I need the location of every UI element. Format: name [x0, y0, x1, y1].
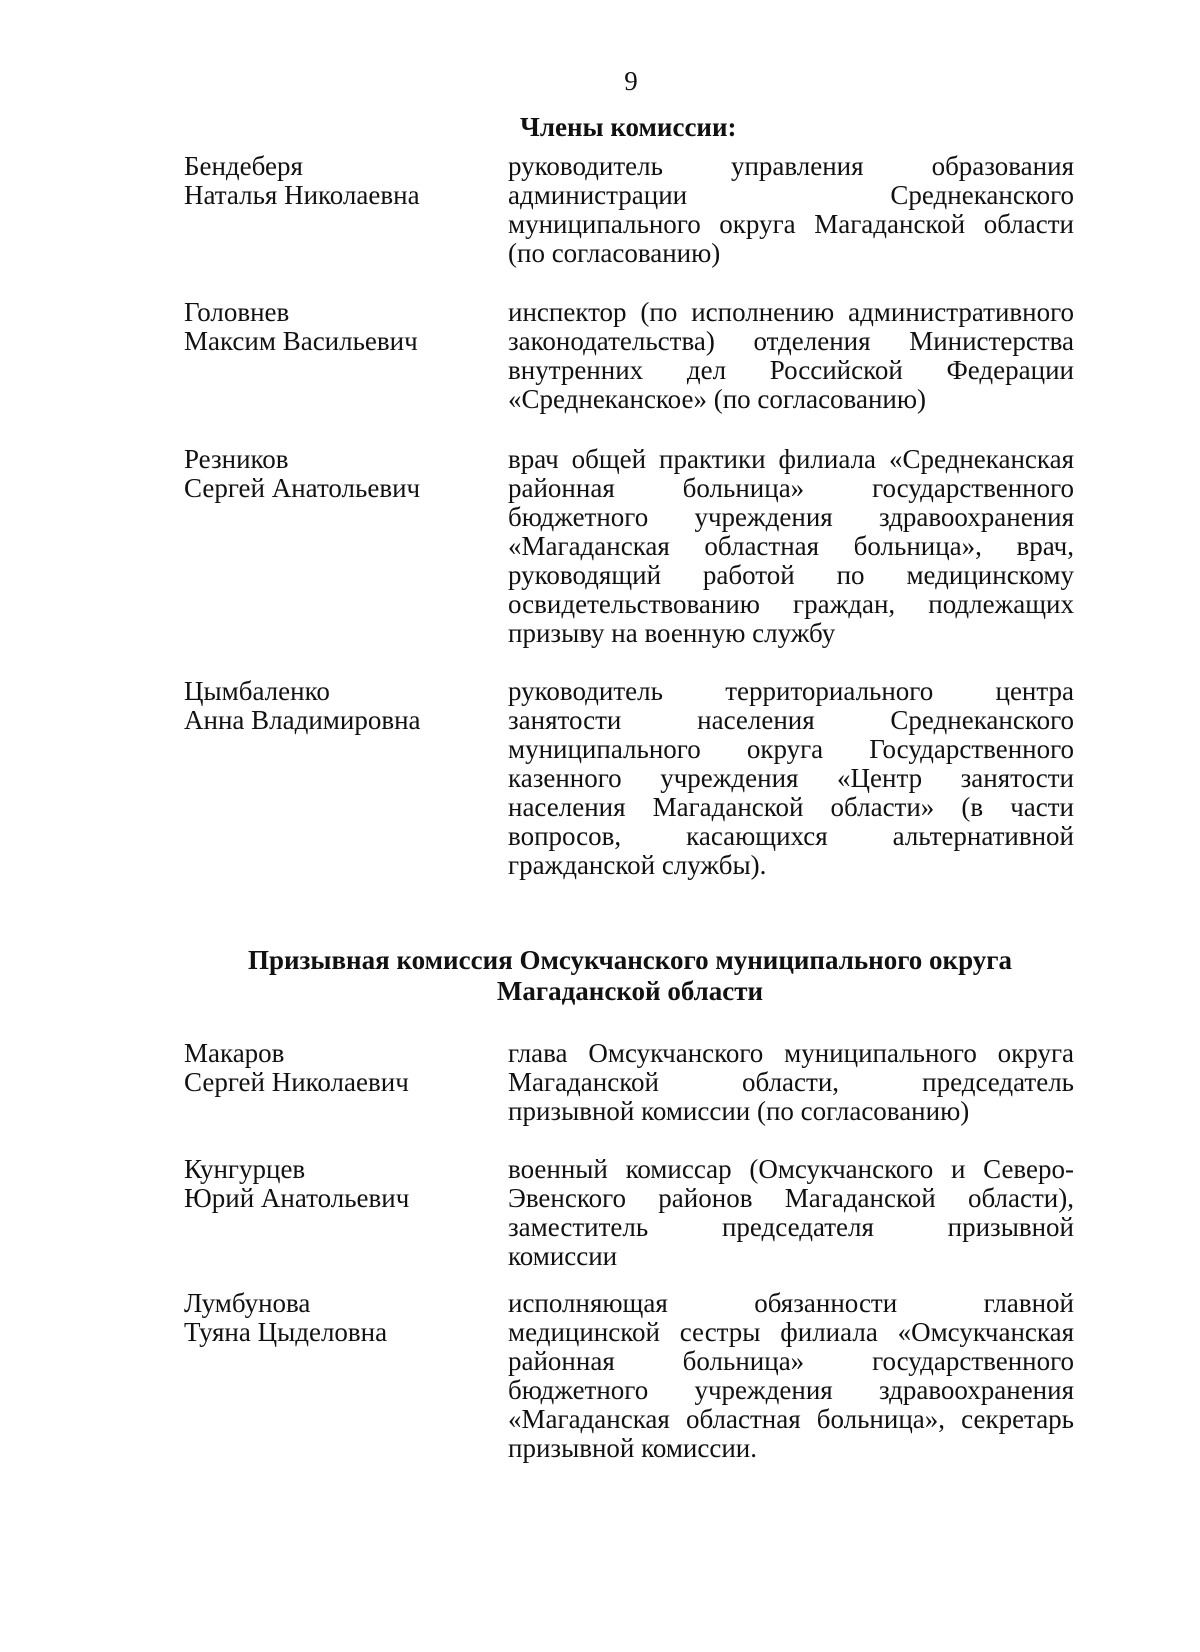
member-given-name: Анна Владимировна	[184, 705, 421, 735]
position-line: призывной комиссии.	[508, 1433, 757, 1463]
position-line: муниципального округа Магаданской области	[508, 209, 1074, 239]
member-surname: Резников	[184, 444, 289, 474]
member-surname: Лумбунова	[184, 1288, 311, 1318]
member-surname: Бендеберя	[184, 151, 303, 181]
member-surname: Цымбаленко	[184, 676, 330, 706]
position-line: Эвенского районов Магаданской области),	[508, 1183, 1074, 1213]
position-line: исполняющая обязанности главной	[508, 1288, 1074, 1318]
position-line: «Магаданская областная больница», врач,	[508, 531, 1074, 561]
position-line: «Среднеканское» (по согласованию)	[508, 384, 926, 414]
member-given-name: Сергей Николаевич	[184, 1067, 409, 1097]
position-line: муниципального округа Государственного	[508, 734, 1074, 764]
member-given-name: Сергей Анатольевич	[184, 473, 421, 503]
position-line: занятости населения Среднеканского	[508, 705, 1074, 735]
position-line: казенного учреждения «Центр занятости	[508, 763, 1074, 793]
position-line: Магаданской области, председатель	[508, 1067, 1074, 1097]
page-number: 9	[624, 66, 638, 96]
member-name	[184, 152, 484, 210]
member-name	[184, 677, 484, 735]
position-line: призывной комиссии (по согласованию)	[508, 1096, 970, 1126]
position-line: районная больница» государственного	[508, 1346, 1074, 1376]
member-name	[184, 298, 484, 356]
position-line: бюджетного учреждения здравоохранения	[508, 502, 1074, 532]
position-line: врач общей практики филиала «Среднеканская	[508, 444, 1074, 474]
position-line: (по согласованию)	[508, 238, 721, 268]
member-surname: Кунгурцев	[184, 1154, 306, 1184]
position-line: законодательства) отделения Министерства	[508, 326, 1074, 356]
position-line: заместитель председателя призывной	[508, 1212, 1074, 1242]
member-position	[508, 677, 1074, 880]
member-name	[184, 1155, 484, 1213]
commission-heading	[180, 945, 1080, 1007]
position-line: руководитель территориального центра	[508, 676, 1074, 706]
member-given-name: Максим Васильевич	[184, 326, 418, 356]
position-line: глава Омсукчанского муниципального округа	[508, 1038, 1074, 1068]
position-line: администрации Среднеканского	[508, 180, 1074, 210]
member-name	[184, 445, 484, 503]
position-line: руководящий работой по медицинскому	[508, 560, 1074, 590]
members-heading: Члены комиссии:	[520, 112, 737, 142]
position-line: освидетельствованию граждан, подлежащих	[508, 589, 1074, 619]
member-position	[508, 445, 1074, 648]
member-name	[184, 1289, 484, 1347]
position-line: призыву на военную службу	[508, 618, 836, 648]
position-line: «Магаданская областная больница», секретарь	[508, 1404, 1074, 1434]
position-line: вопросов, касающихся альтернативной	[508, 821, 1074, 851]
member-given-name: Юрий Анатольевич	[184, 1183, 410, 1213]
position-line: медицинской сестры филиала «Омсукчанская	[508, 1317, 1074, 1347]
member-given-name: Туяна Цыделовна	[184, 1317, 388, 1347]
member-position	[508, 152, 1074, 268]
position-line: внутренних дел Российской Федерации	[508, 355, 1074, 385]
position-line: гражданской службы).	[508, 850, 767, 880]
member-position	[508, 1289, 1074, 1463]
member-surname: Головнев	[184, 297, 290, 327]
position-line: руководитель управления образования	[508, 151, 1074, 181]
member-position	[508, 1155, 1074, 1271]
commission-heading-line: Магаданской области	[496, 976, 764, 1006]
member-surname: Макаров	[184, 1038, 285, 1068]
commission-heading-line: Призывная комиссия Омсукчанского муниципального округа	[247, 945, 1013, 975]
member-name	[184, 1039, 484, 1097]
member-position	[508, 1039, 1074, 1126]
member-given-name: Наталья Николаевна	[184, 180, 420, 210]
position-line: населения Магаданской области» (в части	[508, 792, 1074, 822]
position-line: комиссии	[508, 1241, 618, 1271]
position-line: военный комиссар (Омсукчанского и Северо-	[508, 1154, 1074, 1184]
member-position	[508, 298, 1074, 414]
position-line: районная больница» государственного	[508, 473, 1074, 503]
position-line: бюджетного учреждения здравоохранения	[508, 1375, 1074, 1405]
position-line: инспектор (по исполнению административного	[508, 297, 1074, 327]
